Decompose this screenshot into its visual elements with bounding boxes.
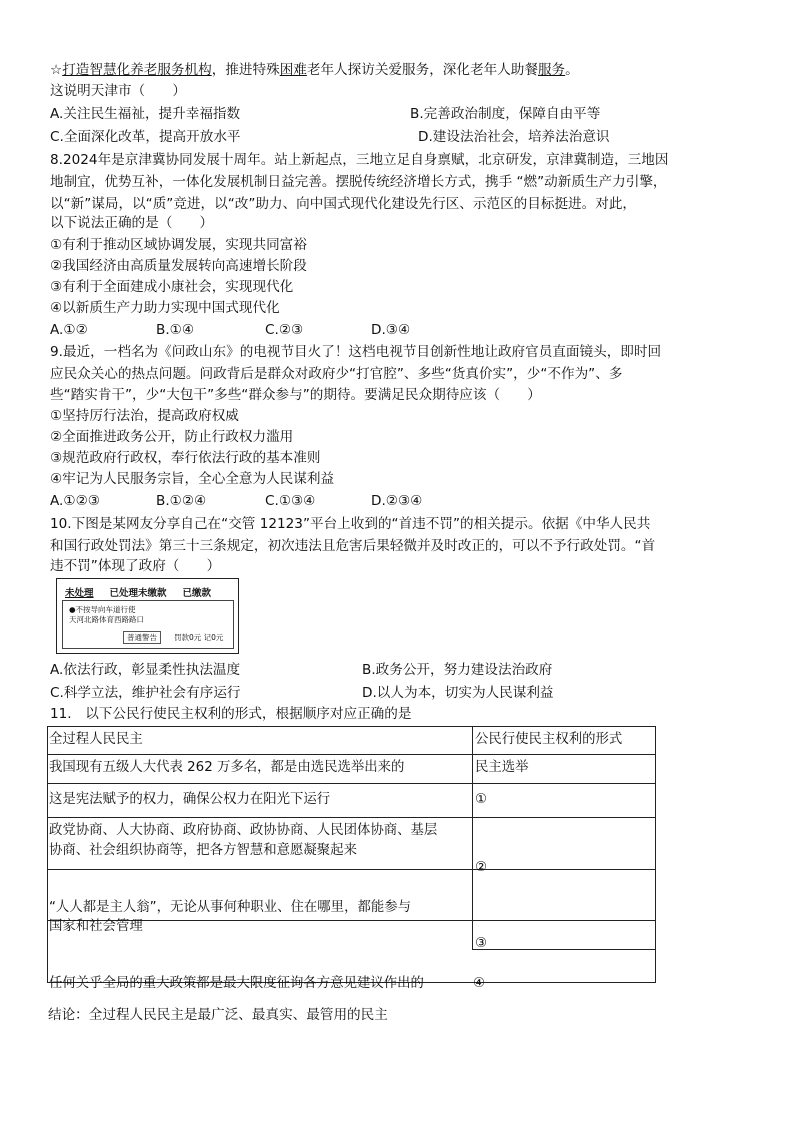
q8-stem-line-3: 以“新”谋局，以“质”竞进，以“改”助力、向中国式现代化建设先行区、示范区的目标挺进。对此，: [50, 196, 637, 212]
q9-choice-a: A.①②③: [50, 493, 100, 509]
q9-statement-3: ③规范政府行政权，奉行依法行政的基本准则: [50, 450, 321, 466]
q8-choice-c: C.②③: [265, 322, 304, 338]
notice-fine-text: 罚款0元 记0元: [174, 633, 224, 642]
q9-statement-4: ④牢记为人民服务宗旨，全心全意为人民谋利益: [50, 471, 335, 487]
q7-stem-line: ☆打造智慧化养老服务机构，推进特殊困难老年人探访关爱服务，深化老年人助餐服务。: [50, 62, 579, 78]
table-row-4-left-line-2: 国家和社会管理: [49, 919, 143, 934]
q8-statement-2: ②我国经济由高质量发展转向高速增长阶段: [50, 258, 307, 274]
q7-option-b: B.完善政治制度，保障自由平等: [410, 106, 601, 122]
q9-choice-b: B.①②④: [156, 493, 207, 509]
q8-choice-a: A.①②: [50, 322, 88, 338]
table-row-2-right: ①: [475, 792, 488, 807]
q8-choice-b: B.①④: [156, 322, 195, 338]
q9-choice-d: D.②③④: [371, 493, 423, 509]
q10-option-a: A.依法行政，彰显柔性执法温度: [50, 662, 241, 678]
star-icon: ☆: [50, 62, 63, 78]
q10-stem-line-2: 和国行政处罚法》第三十三条规定，初次违法且危害后果轻微并及时改正的，可以不予行政处罚。“首: [50, 538, 656, 554]
q10-option-b: B.政务公开，努力建设法治政府: [362, 662, 553, 678]
q8-stem-line-1: 8.2024年是京津冀协同发展十周年。站上新起点，三地立足自身禀赋，北京研发，京津冀制造，三地因: [50, 152, 669, 168]
q7-option-a: A.关注民生福祉，提升幸福指数: [50, 106, 241, 122]
q9-stem-line-1: 9.最近，一档名为《问政山东》的电视节目火了！这档电视节目创新性地让政府官员直面镜头，即时回: [50, 344, 662, 360]
table-row-3-right: ②: [475, 860, 488, 875]
q8-statement-3: ③有利于全面建成小康社会，实现现代化: [50, 279, 294, 295]
q9-choice-c: C.①③④: [265, 493, 316, 509]
table-row-4-right: ③: [475, 936, 488, 951]
table-row-4-left-line-1: “人人都是主人翁”，无论从事何种职业、住在哪里，都能参与: [49, 900, 412, 915]
notice-record: [62, 600, 234, 649]
q9-statement-1: ①坚持厉行法治，提高政府权威: [50, 408, 239, 424]
q8-statement-1: ①有利于推动区域协调发展，实现共同富裕: [50, 237, 307, 253]
table-row-1-right: 民主选举: [475, 760, 529, 775]
q9-stem-line-2: 应民众关心的热点问题。问政背后是群众对政府少“打官腔”、多些“货真价实”，少“不作为”、多: [50, 366, 623, 382]
table-row-1-left: 我国现有五级人大代表 262 万多名，都是由选民选举出来的: [49, 760, 405, 775]
q10-stem-line-3: 违不罚”体现了政府（ ）: [50, 558, 221, 574]
q7-option-d: D.建设法治社会，培养法治意识: [418, 129, 610, 145]
q11-stem: 11. 以下公民行使民主权利的形式，根据顺序对应正确的是: [50, 706, 412, 722]
table-header-left: 全过程人民民主: [49, 732, 143, 747]
q11-conclusion: 结论：全过程人民民主是最广泛、最真实、最管用的民主: [48, 1007, 388, 1023]
notice-tab-paid: 已缴款: [182, 588, 212, 599]
q10-option-c: C.科学立法，维护社会有序运行: [50, 685, 241, 701]
q9-statement-2: ②全面推进政务公开，防止行政权力滥用: [50, 429, 294, 445]
table-row-5-right: ④: [473, 976, 486, 991]
notice-warning-badge: 普通警告: [123, 631, 161, 644]
q8-choice-d: D.③④: [371, 322, 411, 338]
q10-option-d: D.以人为本，切实为人民谋利益: [362, 685, 554, 701]
table-row-2-left: 这是宪法赋予的权力，确保公权力在阳光下运行: [49, 792, 331, 807]
q8-stem-line-2: 地制宜，优势互补，一体化发展机制日益完善。摆脱传统经济增长方式，携手 “燃”动新质生产力引擎，: [50, 174, 667, 190]
q8-statement-4: ④以新质生产力助力实现中国式现代化: [50, 300, 280, 316]
q7-option-c: C.全面深化改革，提高开放水平: [50, 129, 241, 145]
notice-tab-unprocessed: 未处理: [65, 588, 94, 599]
q8-stem-line-4: 以下说法正确的是（ ）: [50, 215, 214, 231]
table-row-5-left: 任何关乎全局的重大政策都是最大限度征询各方意见建议作出的: [49, 976, 424, 991]
q9-stem-line-3: 些“踏实肯干”，少“大包干”多些“群众参与”的期待。要满足民众期待应该（ ）: [50, 387, 541, 403]
table-row-3-left-line-2: 协商、社会组织协商等，把各方智慧和意愿凝聚起来: [49, 843, 357, 858]
table-header-right: 公民行使民主权利的形式: [475, 732, 623, 747]
notice-message: ●不按导向车道行使 天河北路体育西路路口: [69, 605, 144, 624]
q7-stem-question: 这说明天津市（ ）: [50, 83, 186, 99]
notice-tab-processed-unpaid: 已处理未缴款: [109, 588, 167, 599]
q10-stem-line-1: 10.下图是某网友分享自己在“交管 12123”平台上收到的“首违不罚”的相关提示。依据《中华人民共: [50, 516, 651, 532]
traffic-notice-image: [56, 578, 239, 654]
table-row-3-left-line-1: 政党协商、人大协商、政府协商、政协协商、人民团体协商、基层: [49, 823, 438, 838]
notice-tabs: [65, 585, 227, 599]
